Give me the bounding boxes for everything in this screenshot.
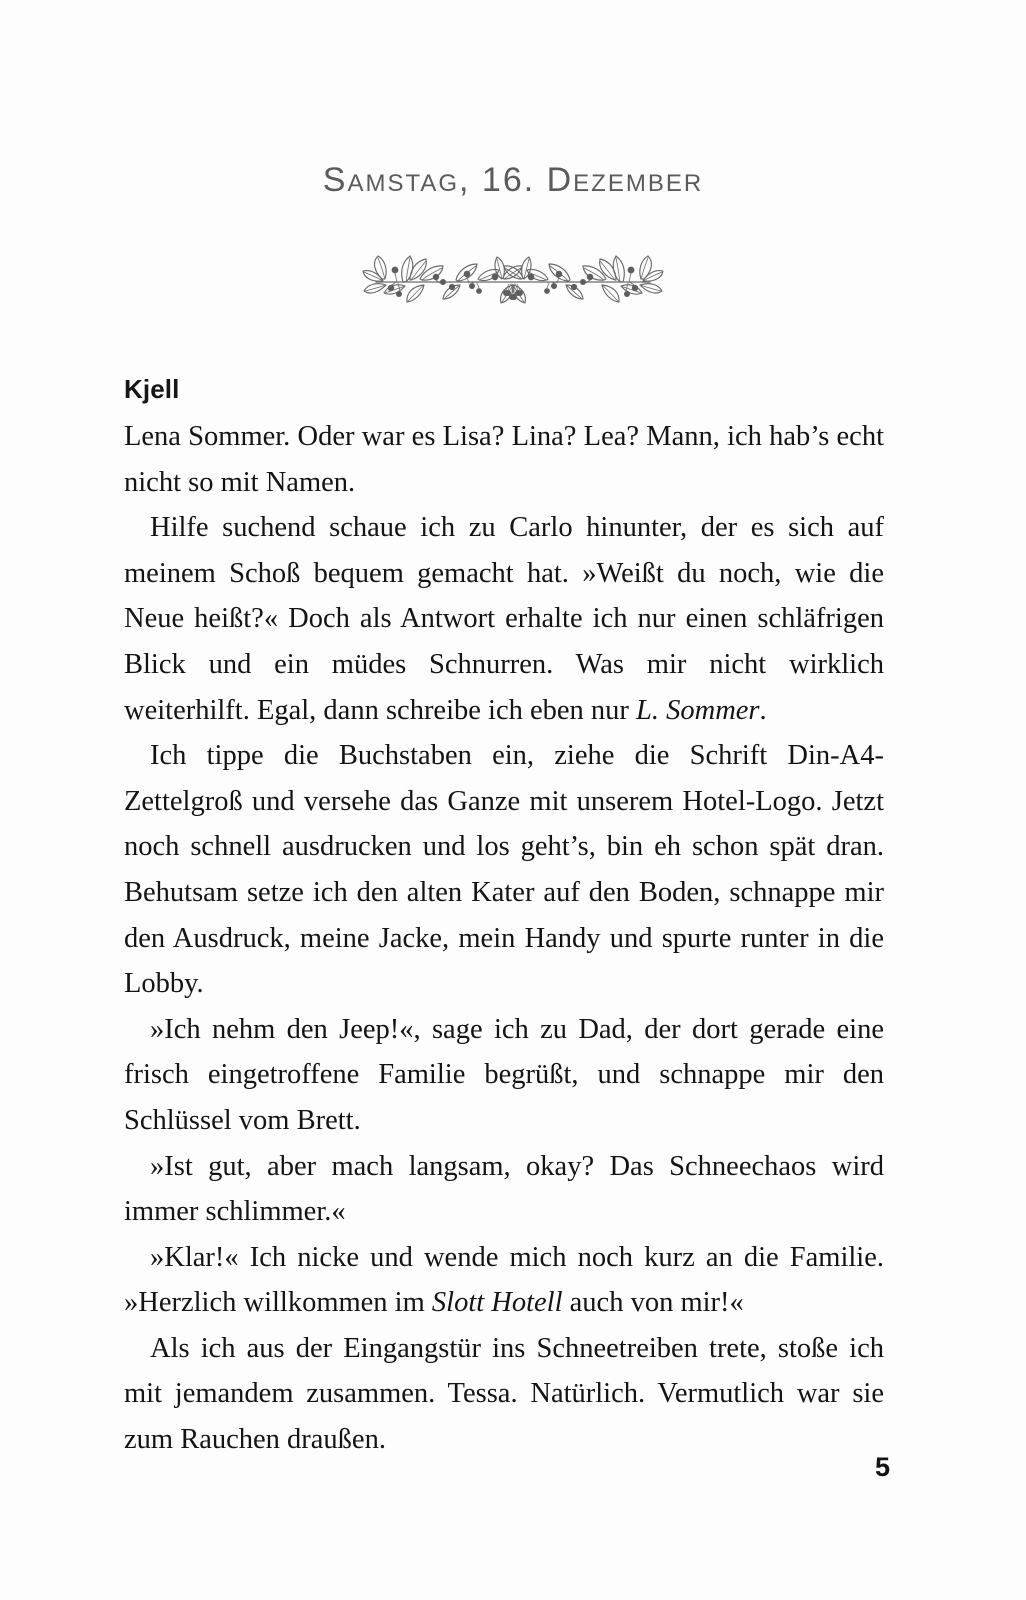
chapter-heading: Samstag, 16. Dezember [322, 161, 704, 199]
speaker-label-kjell: Kjell [124, 374, 180, 404]
paragraph-4: »Ich nehm den Jeep!«, sage ich zu Dad, der dort gerade eine frisch eingetroffene Familie begrüßt, und schnappe mir den Schlüssel vom Brett. [124, 1013, 884, 1136]
paragraph-1: Lena Sommer. Oder war es Lisa? Lina? Lea? Mann, ich hab’s echt nicht so mit Namen. [124, 421, 884, 498]
paragraph-6-text-a: »Klar!« Ich nicke und wende mich noch kurz an die Familie. »Herzlich willkommen im [124, 1241, 884, 1319]
paragraph-2-text-b: . [759, 694, 767, 726]
paragraph-5: »Ist gut, aber mach langsam, okay? Das Schneechaos wird immer schlimmer.« [124, 1150, 884, 1228]
paragraph-6-text-b: auch von mir!« [562, 1287, 744, 1319]
paragraph-6 [124, 1235, 884, 1326]
paragraph-2-text-a: Hilfe suchend schaue ich zu Carlo hinunter, der es sich auf meinem Schoß bequem gemacht hat. »Weißt du noch, wie die Neue heißt?« Doch als Antwort erhalte ich nur einen schläfrigen Blick und ein müdes Schnurren. Was mir nicht wirklich weiterhilft. Egal, dann schreibe ich eben nur [124, 512, 884, 726]
paragraph-3: Ich tippe die Buchstaben ein, ziehe die Schrift Din-A4-Zettelgroß und versehe das Ganze mit unserem Hotel-Logo. Jetzt noch schnell ausdrucken und los geht’s, bin eh schon spät dran. Behutsam setze ich den alten Kater auf den Boden, schnappe mir den Ausdruck, meine Jacke, mein Handy und spurte runter in die Lobby. [124, 740, 884, 1000]
body-text-block [124, 372, 884, 1463]
page-number: 5 [874, 1452, 890, 1482]
paragraph-7: Als ich aus der Eingangstür ins Schneetreiben trete, stoße ich mit jemandem zusammen. Tessa. Natürlich. Vermutlich war sie zum Rauchen draußen. [124, 1332, 884, 1456]
floral-laurel-divider-icon [348, 238, 678, 310]
paragraph-2-italic-name: L. Sommer [636, 694, 760, 726]
paragraph-6-italic-hotel-name: Slott Hotell [431, 1287, 563, 1319]
paragraph-2 [124, 505, 884, 733]
